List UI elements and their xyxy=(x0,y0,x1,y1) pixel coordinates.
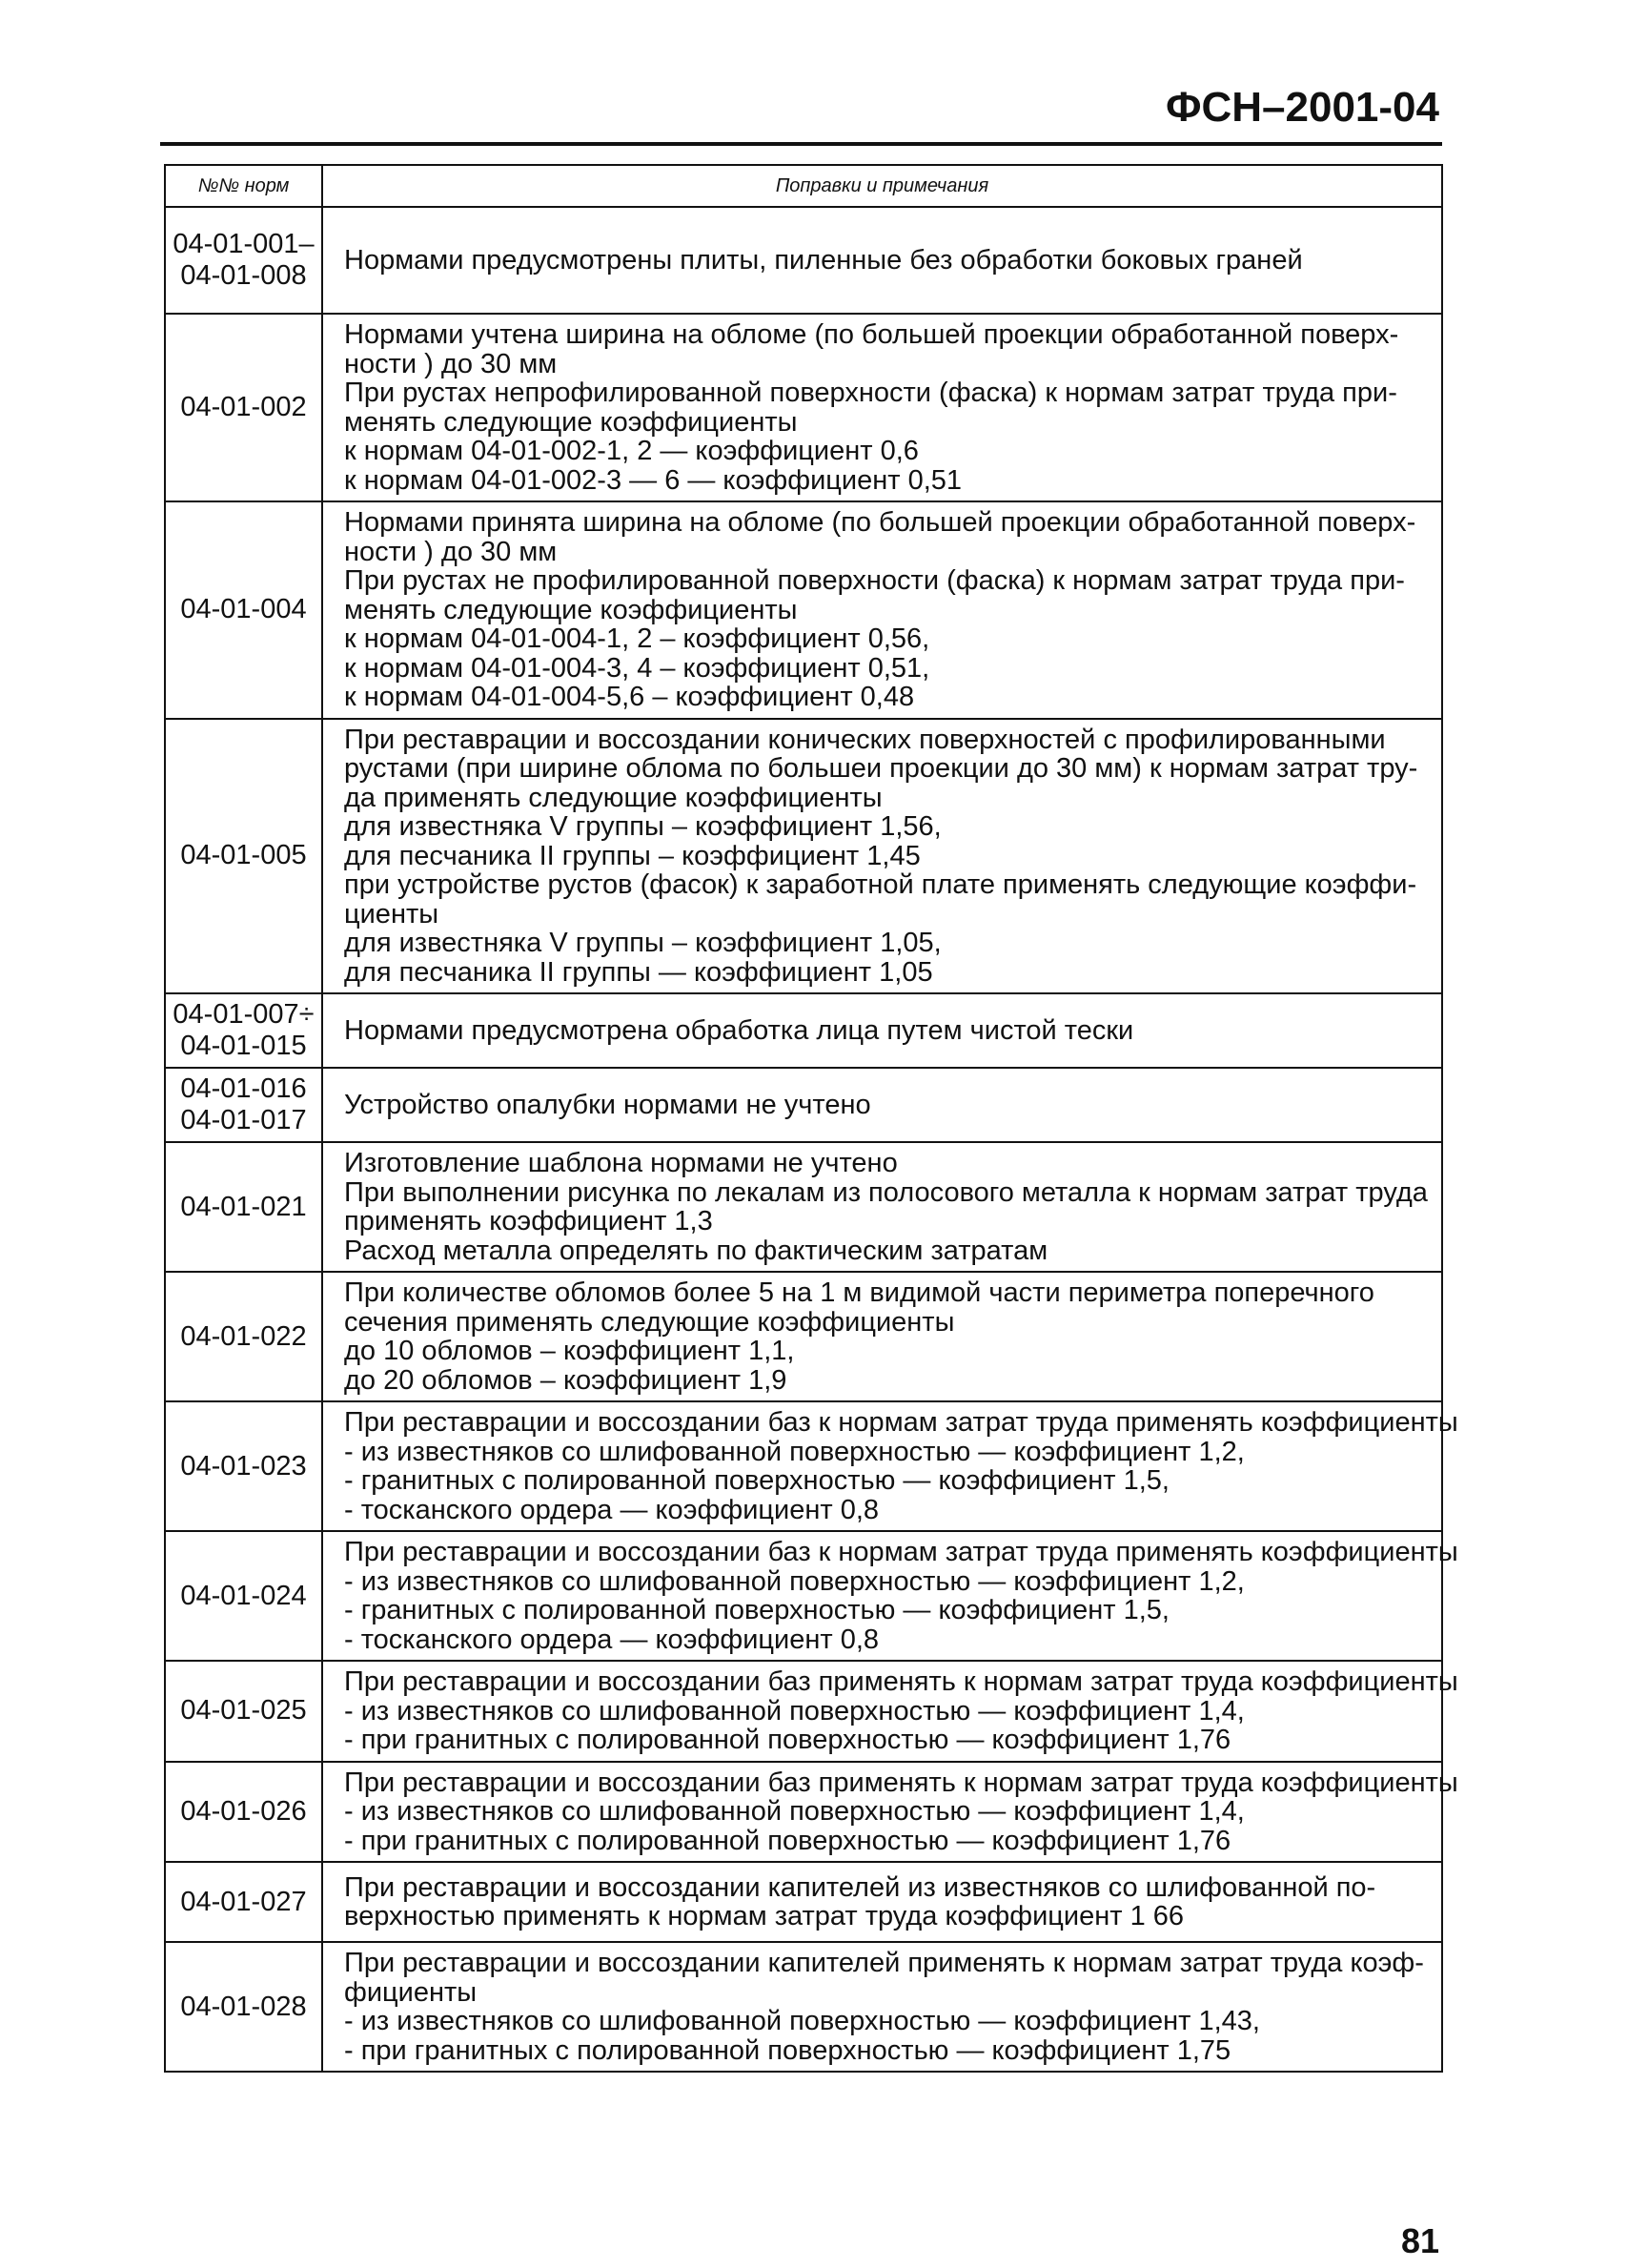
norm-code: 04-01-021 xyxy=(180,1191,307,1222)
note-line: к нормам 04-01-004-3, 4 – коэффициент 0,51, xyxy=(344,652,930,684)
note-line: Нормами учтена ширина на обломе (по большей проекции обработанной поверх- xyxy=(344,319,1399,350)
note-line: к нормам 04-01-004-5,6 – коэффициент 0,48 xyxy=(344,682,915,712)
note-line: Нормами предусмотрены плиты, пиленные без обработки боковых граней xyxy=(344,244,1303,276)
note-cell xyxy=(322,993,1442,1068)
norm-code: 04-01-026 xyxy=(180,1795,307,1827)
table-row xyxy=(165,1862,1442,1942)
norm-code-cell xyxy=(165,1942,322,2072)
note-cell xyxy=(322,1272,1442,1401)
note-line: - из известняков со шлифованной поверхностью — коэффициент 1,4, xyxy=(344,1695,1245,1727)
note-line: да применять следующие коэффициенты xyxy=(344,782,883,813)
note-cell xyxy=(322,207,1442,314)
note-line: - при гранитных с полированной поверхностью — коэффициент 1,75 xyxy=(344,2034,1231,2066)
note-line: Расход металла определять по фактическим затратам xyxy=(344,1235,1048,1266)
table-row xyxy=(165,314,1442,501)
table-row xyxy=(165,1272,1442,1401)
table-row xyxy=(165,501,1442,719)
note-line: - из известняков со шлифованной поверхностью — коэффициент 1,2, xyxy=(344,1436,1245,1467)
norms-table xyxy=(164,164,1458,2073)
note-cell xyxy=(322,719,1442,994)
norm-code-cell xyxy=(165,1142,322,1272)
note-line: - из известняков со шлифованной поверхностью — коэффициент 1,43, xyxy=(344,2006,1260,2036)
note-cell xyxy=(322,1661,1458,1762)
column-header-norm-codes: №№ норм xyxy=(165,165,322,207)
norm-code: 04-01-001– xyxy=(173,229,315,259)
note-line: менять следующие коэффициенты xyxy=(344,406,798,438)
note-line: к нормам 04-01-002-1, 2 — коэффициент 0,6 xyxy=(344,436,919,466)
note-line: При реставрации и воссоздании капителей из известняков со шлифованной по- xyxy=(344,1871,1376,1903)
note-line: - при гранитных с полированной поверхностью — коэффициент 1,76 xyxy=(344,1825,1231,1856)
norm-code-cell xyxy=(165,1272,322,1401)
note-line: для песчаника II группы — коэффициент 1,05 xyxy=(344,956,933,988)
note-line: циенты xyxy=(344,898,439,930)
table-row xyxy=(165,1762,1442,1863)
norm-code-cell xyxy=(165,207,322,314)
column-header-notes: Поправки и примечания xyxy=(322,165,1442,207)
document-code: ФСН–2001-04 xyxy=(1165,84,1439,131)
norm-code-cell xyxy=(165,1762,322,1863)
note-cell xyxy=(322,1401,1458,1531)
note-cell xyxy=(322,1942,1442,2072)
norm-code-cell xyxy=(165,719,322,994)
note-cell xyxy=(322,1142,1442,1272)
note-line: для известняка V группы – коэффициент 1,05, xyxy=(344,928,942,958)
norm-code: 04-01-004 xyxy=(180,594,307,625)
note-cell xyxy=(322,1068,1442,1142)
table-row xyxy=(165,1531,1442,1661)
table-row xyxy=(165,1142,1442,1272)
note-line: - гранитных с полированной поверхностью — коэффициент 1,5, xyxy=(344,1595,1170,1625)
note-line: рустами (при ширине облома по большеи проекции до 30 мм) к нормам затрат тру- xyxy=(344,753,1418,784)
norm-code-cell xyxy=(165,1401,322,1531)
note-line: Изготовление шаблона нормами не учтено xyxy=(344,1148,898,1178)
page-number: 81 xyxy=(1400,2221,1439,2260)
table-header-row xyxy=(165,165,1442,207)
note-line: для песчаника II группы – коэффициент 1,45 xyxy=(344,840,921,871)
norm-code: 04-01-002 xyxy=(180,392,307,422)
note-line: к нормам 04-01-004-1, 2 – коэффициент 0,56, xyxy=(344,623,930,654)
norm-code: 04-01-027 xyxy=(180,1886,307,1917)
note-line: - из известняков со шлифованной поверхностью — коэффициент 1,4, xyxy=(344,1796,1245,1827)
note-line: верхностью применять к нормам затрат труда коэффициент 1 66 xyxy=(344,1901,1185,1931)
note-line: При реставрации и воссоздании баз применять к нормам затрат труда коэффициенты xyxy=(344,1767,1458,1798)
note-line: ности ) до 30 мм xyxy=(344,348,558,379)
norm-code: 04-01-005 xyxy=(180,840,307,871)
note-line: При реставрации и воссоздании конических поверхностей с профилированными xyxy=(344,724,1386,755)
note-line: ности ) до 30 мм xyxy=(344,536,558,567)
note-line: При реставрации и воссоздании баз к нормам затрат труда применять коэффициенты xyxy=(344,1407,1458,1438)
note-line: - тосканского ордера — коэффициент 0,8 xyxy=(344,1624,880,1655)
note-line: - из известняков со шлифованной поверхностью — коэффициент 1,2, xyxy=(344,1565,1245,1597)
note-line: При реставрации и воссоздании баз к нормам затрат труда применять коэффициенты xyxy=(344,1537,1458,1567)
note-line: при устройстве рустов (фасок) к заработной плате применять следующие коэффи- xyxy=(344,869,1417,900)
note-line: до 20 обломов – коэффициент 1,9 xyxy=(344,1364,787,1396)
norm-code: 04-01-015 xyxy=(180,1031,307,1061)
note-line: - тосканского ордера — коэффициент 0,8 xyxy=(344,1494,880,1525)
note-line: Нормами предусмотрена обработка лица путем чистой тески xyxy=(344,1014,1134,1046)
note-line: применять коэффициент 1,3 xyxy=(344,1206,713,1236)
norm-code: 04-01-007÷ xyxy=(173,999,315,1030)
note-line: для известняка V группы – коэффициент 1,56, xyxy=(344,811,942,842)
note-cell xyxy=(322,1762,1458,1863)
note-cell xyxy=(322,314,1442,501)
note-line: менять следующие коэффициенты xyxy=(344,594,798,625)
note-line: сечения применять следующие коэффициенты xyxy=(344,1306,955,1338)
table-body xyxy=(165,207,1458,2072)
note-line: При выполнении рисунка по лекалам из полосового металла к нормам затрат труда xyxy=(344,1176,1428,1208)
norm-code: 04-01-028 xyxy=(180,1991,307,2022)
note-cell xyxy=(322,1531,1458,1661)
norm-code: 04-01-025 xyxy=(180,1695,307,1727)
norm-code: 04-01-022 xyxy=(180,1320,307,1352)
note-cell xyxy=(322,501,1442,719)
note-line: При рустах не профилированной поверхности (фаска) к нормам затрат труда при- xyxy=(344,565,1405,596)
norm-code-cell xyxy=(165,1531,322,1661)
table-row xyxy=(165,1942,1442,2072)
table-row xyxy=(165,1068,1442,1142)
note-line: к нормам 04-01-002-3 — 6 — коэффициент 0,51 xyxy=(344,464,963,496)
norm-code-cell xyxy=(165,1661,322,1762)
note-cell xyxy=(322,1862,1442,1942)
note-line: При реставрации и воссоздании капителей применять к нормам затрат труда коэф- xyxy=(344,1948,1424,1978)
table-row xyxy=(165,207,1442,314)
norm-code: 04-01-024 xyxy=(180,1580,307,1611)
table-row xyxy=(165,1661,1442,1762)
note-line: до 10 обломов – коэффициент 1,1, xyxy=(344,1336,795,1366)
norm-code: 04-01-023 xyxy=(180,1450,307,1481)
note-line: При количестве обломов более 5 на 1 м видимой части периметра поперечного xyxy=(344,1277,1374,1308)
table-row xyxy=(165,719,1442,994)
norm-code-cell xyxy=(165,501,322,719)
note-line: - гранитных с полированной поверхностью — коэффициент 1,5, xyxy=(344,1465,1170,1496)
table-row xyxy=(165,993,1442,1068)
note-line: фициенты xyxy=(344,1976,478,2008)
table-row xyxy=(165,1401,1442,1531)
note-line: Устройство опалубки нормами не учтено xyxy=(344,1089,871,1120)
norm-code: 04-01-008 xyxy=(180,260,307,291)
note-line: При реставрации и воссоздании баз применять к нормам затрат труда коэффициенты xyxy=(344,1666,1458,1697)
header-rule xyxy=(160,142,1442,146)
note-line: - при гранитных с полированной поверхностью — коэффициент 1,76 xyxy=(344,1725,1231,1755)
norm-code-cell xyxy=(165,314,322,501)
norm-code-cell xyxy=(165,1862,322,1942)
note-line: Нормами принята ширина на обломе (по большей проекции обработанной поверх- xyxy=(344,507,1416,538)
norm-code-cell xyxy=(165,993,322,1068)
norm-code: 04-01-016 xyxy=(180,1073,307,1104)
note-line: При рустах непрофилированной поверхности (фаска) к нормам затрат труда при- xyxy=(344,378,1397,408)
norm-code: 04-01-017 xyxy=(180,1105,307,1135)
norm-code-cell xyxy=(165,1068,322,1142)
